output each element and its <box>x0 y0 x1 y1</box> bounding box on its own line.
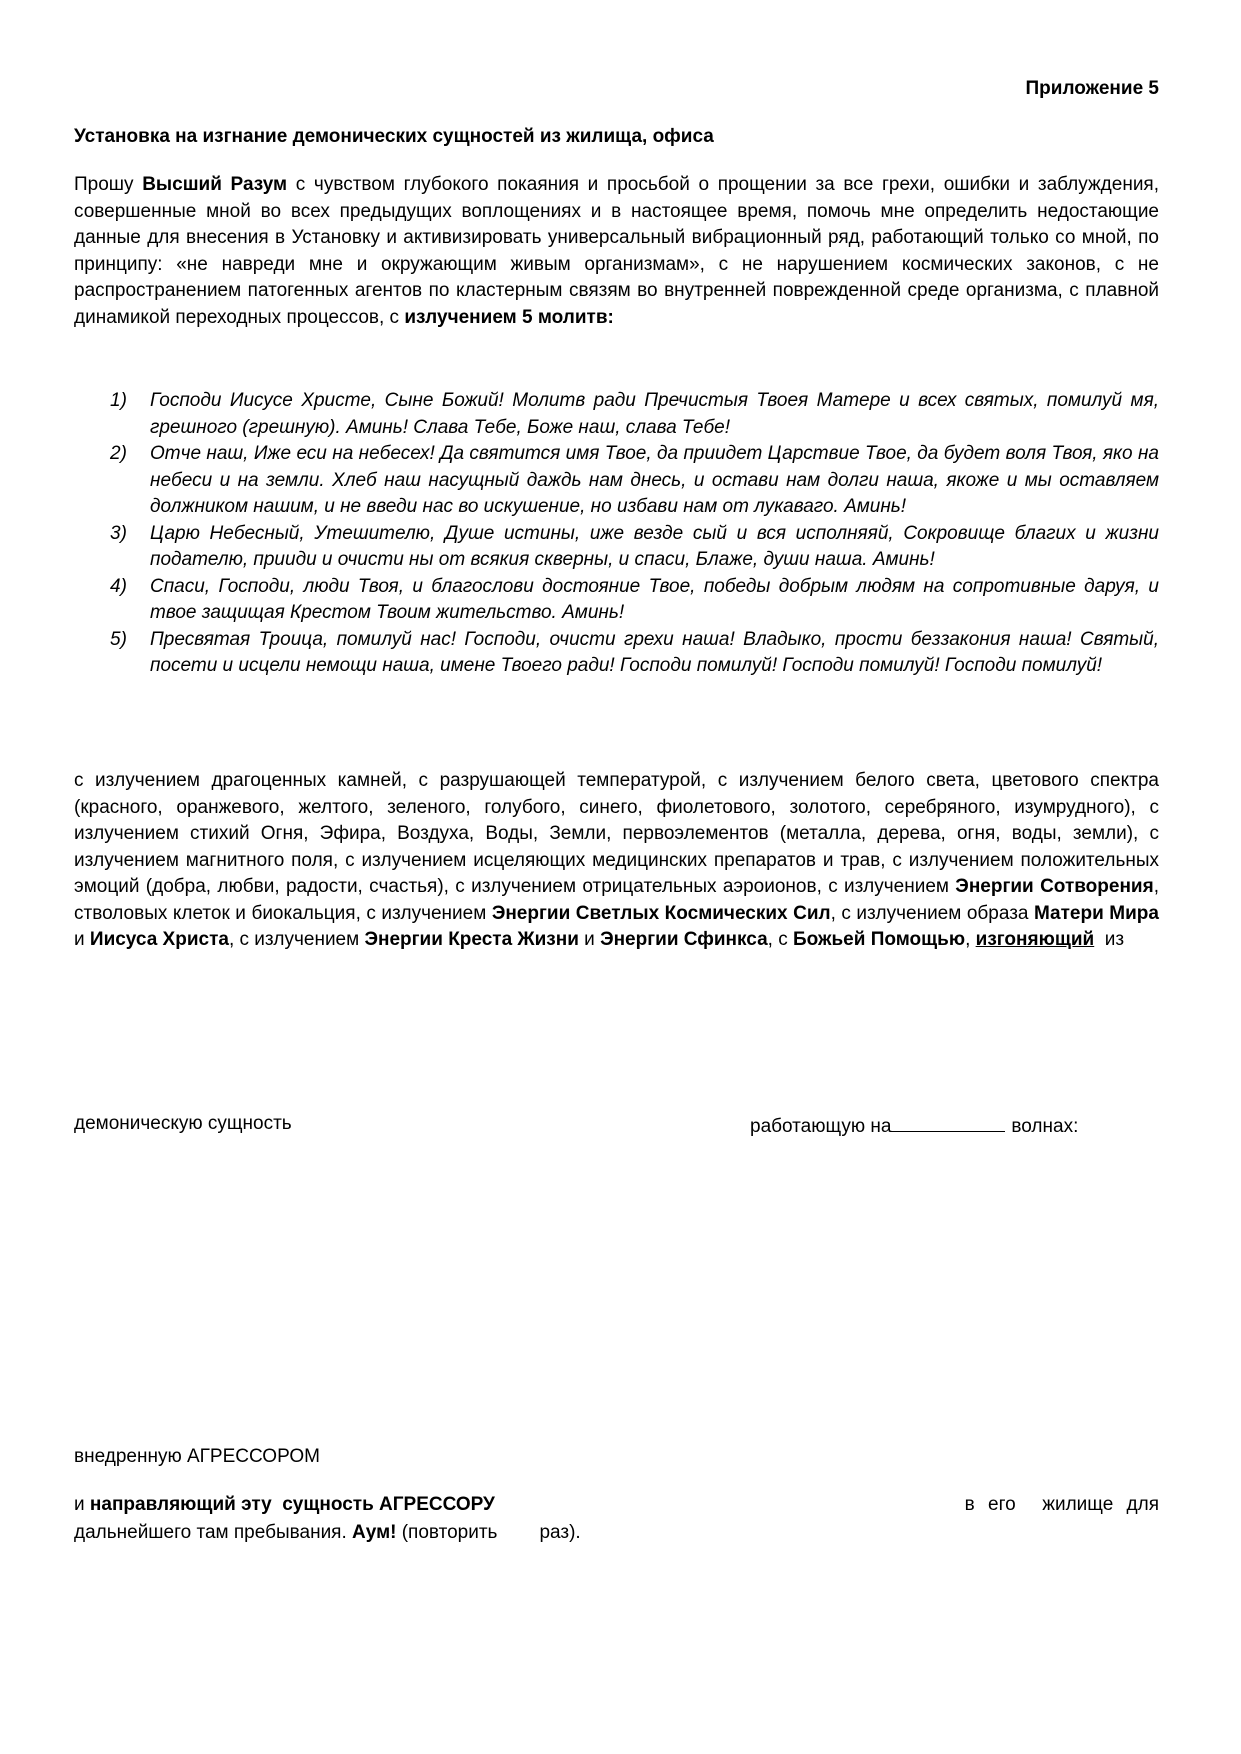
times-label: раз). <box>539 1522 581 1543</box>
radiation-paragraph <box>74 768 1159 954</box>
prayer-item <box>110 521 1159 574</box>
waves-blank-field[interactable] <box>891 1113 1005 1132</box>
demon-entity-label: демоническую сущность <box>74 1113 292 1134</box>
prayer-number: 2) <box>110 443 127 464</box>
prayer-item <box>110 441 1159 521</box>
prayer-text: Пресвятая Троица, помилуй нас! Господи, очисти грехи наша! Владыко, прости беззакония наша! Святый, посети и исцели немощи наша, имене Твоего ради! Господи помилуй! Господи помилуй! Господи помилуй! <box>150 628 1159 676</box>
radiation-text: из <box>1094 929 1125 950</box>
radiation-text: , с <box>767 929 794 950</box>
waves-label: волнах: <box>1011 1116 1079 1137</box>
working-on-label: работающую на <box>750 1116 892 1137</box>
intro-paragraph <box>74 172 1159 331</box>
prayer-item <box>110 627 1159 680</box>
intro-bold-higher-mind: Высший Разум <box>142 174 288 195</box>
radiation-text: , <box>965 929 976 950</box>
document-title: Установка на изгнание демонических сущностей из жилища, офиса <box>74 126 714 147</box>
prayer-text: Спаси, Господи, люди Твоя, и благослови достояние Твое, победы добрым людям на сопротивные даруя, и твое защищая Крестом Твоим жительство. Аминь! <box>150 575 1159 623</box>
working-waves-line <box>750 1113 1078 1138</box>
prayer-number: 5) <box>110 628 127 650</box>
radiation-bold: Божьей Помощью <box>793 929 966 950</box>
prayer-number: 1) <box>110 390 127 411</box>
prayer-item <box>110 388 1159 441</box>
and-label: и <box>74 1494 90 1515</box>
radiation-text: и <box>74 929 90 950</box>
radiation-bold: Энергии Сфинкса <box>600 929 768 950</box>
radiation-text: и <box>578 929 601 950</box>
expelling-underlined: изгоняющий <box>975 929 1095 950</box>
directing-to-aggressor: направляющий эту сущность АГРЕССОРУ <box>89 1494 495 1515</box>
radiation-bold: Энергии Сотворения <box>955 876 1154 897</box>
radiation-bold: Энергии Светлых Космических Сил <box>491 902 831 924</box>
radiation-bold: Энергии Креста Жизни <box>364 929 579 950</box>
repeat-label: (повторить <box>396 1522 498 1543</box>
radiation-text: , с излучением образа <box>830 902 1034 924</box>
prayer-item <box>110 574 1159 627</box>
prayer-number: 4) <box>110 575 127 597</box>
radiation-text: с излучением драгоценных камней, с разрушающей температурой, с излучением белого света, цветового спектра (красного, оранжевого, желтого, зеленого, голубого, синего, фиолетового, золотого, серебряного, изумрудного), с излучением стихий Огня, Эфира, Воздуха, Воды, Земли, первоэлементов (металла, дерева, огня, воды, земли), с излучением магнитного поля, с излучением исцеляющих медицинских препаратов и трав, с излучением положительных эмоций (добра, любви, радости, счастья), с излучением отрицательных аэроионов, с излучением <box>74 770 1159 897</box>
prayer-number: 3) <box>110 522 127 544</box>
aum-bold: Аум! <box>352 1522 397 1543</box>
intro-text-2: с чувством глубокого покаяния и просьбой о прощении за все грехи, ошибки и заблуждения, совершенные мной во всех предыдущих воплощениях и в настоящее время, помочь мне определить недостающие данные для внесения в Установку и активизировать универсальный вибрационный ряд, работающий только со мной, по принципу: «не навреди мне и окружающим живым организмам», с не нарушением космических законов, с не распространением патогенных агентов по кластерным связям во внутренней поврежденной среде организма, с плавной динамикой переходных процессов, с <box>74 174 1159 328</box>
directing-line <box>74 1494 495 1516</box>
radiation-text: , с излучением <box>228 929 365 950</box>
prayer-text: Отче наш, Иже еси на небесех! Да святится имя Твое, да приидет Царствие Твое, да будет воля Твоя, яко на небеси и на земли. Хлеб наш насущный даждь нам днесь, и остави нам долги наша, якоже и мы оставляем должником нашим, и не введи нас во искушение, но избави нам от лукаваго. Аминь! <box>150 443 1159 517</box>
radiation-bold: Матери Мира <box>1034 902 1159 924</box>
radiation-bold: Иисуса Христа <box>89 929 229 950</box>
prayer-text: Господи Иисусе Христе, Сыне Божий! Молитв ради Пречистыя Твоея Матере и всех святых, помилуй мя, грешного (грешную). Аминь! Слава Тебе, Боже наш, слава Тебе! <box>150 390 1159 438</box>
implanted-by-aggressor-label: внедренную АГРЕССОРОМ <box>74 1446 320 1467</box>
radiation-text: , стволовых клеток и биокальция, с излучением <box>74 876 1159 924</box>
prayer-list <box>110 388 1159 680</box>
appendix-label: Приложение 5 <box>1025 78 1159 99</box>
dwelling-label: в его жилище для <box>964 1494 1159 1515</box>
further-stay-text: дальнейшего там пребывания. <box>74 1522 353 1543</box>
prayer-text: Царю Небесный, Утешителю, Душе истины, иже везде сый и вся исполняяй, Сокровище благих и жизни подателю, прииди и очисти ны от всякия скверны, и спаси, Блаже, души наша. Аминь! <box>150 522 1159 570</box>
intro-bold-5-prayers: излучением 5 молитв: <box>404 306 614 328</box>
further-stay-line <box>74 1522 581 1544</box>
intro-text-1: Прошу <box>74 174 143 195</box>
